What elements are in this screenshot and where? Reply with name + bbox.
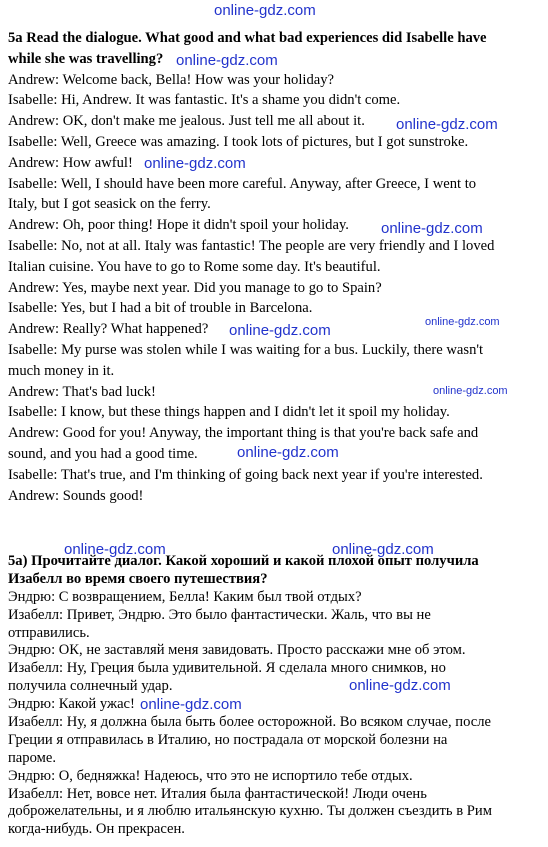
- dialogue-line: Эндрю: ОК, не заставляй меня завидовать. Просто расскажи мне об этом.: [8, 642, 466, 659]
- dialogue-line: Изабелл: Ну, Греция была удивительной. Я сделала много снимков, но: [8, 660, 446, 677]
- dialogue-line: Andrew: How awful!: [8, 154, 133, 171]
- dialogue-line: much money in it.: [8, 362, 115, 379]
- dialogue-line: Andrew: OK, don't make me jealous. Just tell me all about it.: [8, 113, 365, 130]
- dialogue-line: Изабелл: Ну, я должна была быть более осторожной. Во всяком случае, после: [8, 714, 492, 731]
- watermark: online-gdz.com: [381, 220, 483, 237]
- exercise-heading: 5а) Прочитайте диалог. Какой хороший и какой плохой опыт получила: [8, 553, 479, 569]
- dialogue-line: когда-нибудь. Он прекрасен.: [8, 821, 185, 838]
- dialogue-line: отправились.: [8, 624, 90, 641]
- dialogue-line: Изабелл: Нет, вовсе нет. Италия была фантастической! Люди очень: [8, 785, 427, 802]
- dialogue-line: Isabelle: I know, but these things happen and I didn't let it spoil my holiday.: [8, 404, 450, 421]
- dialogue-line: Andrew: That's bad luck!: [8, 383, 156, 400]
- dialogue-line: Эндрю: Какой ужас!: [8, 696, 135, 713]
- english-dialogue: [8, 28, 536, 506]
- dialogue-line: Греции я отправилась в Италию, но пострадала от морской болезни на: [8, 731, 448, 748]
- dialogue-line: Andrew: Yes, maybe next year. Did you manage to go to Spain?: [8, 279, 382, 296]
- dialogue-line: доброжелательны, и я люблю итальянскую кухню. Ты должен съездить в Рим: [8, 803, 492, 820]
- dialogue-line: Andrew: Welcome back, Bella! How was your holiday?: [8, 71, 335, 88]
- dialogue-line: sound, and you had a good time.: [8, 445, 198, 462]
- dialogue-line: Isabelle: My purse was stolen while I was waiting for a bus. Luckily, there wasn't: [8, 341, 484, 358]
- exercise-heading: 5a Read the dialogue. What good and what bad experiences did Isabelle have: [8, 30, 487, 46]
- dialogue-line: Isabelle: Yes, but I had a bit of trouble in Barcelona.: [8, 300, 313, 317]
- dialogue-line: пароме.: [8, 749, 56, 766]
- dialogue-line: Andrew: Good for you! Anyway, the important thing is that you're back safe and: [8, 425, 479, 442]
- dialogue-line: Isabelle: Hi, Andrew. It was fantastic. It's a shame you didn't come.: [8, 92, 401, 109]
- watermark: online-gdz.com: [144, 155, 246, 172]
- dialogue-line: Isabelle: No, not at all. Italy was fantastic! The people are very friendly and I loved: [8, 237, 495, 254]
- watermark: online-gdz.com: [433, 385, 508, 397]
- dialogue-line: Isabelle: That's true, and I'm thinking of going back next year if you're interested.: [8, 466, 483, 483]
- watermark: online-gdz.com: [332, 541, 434, 558]
- watermark: online-gdz.com: [349, 677, 451, 694]
- exercise-heading: while she was travelling?: [8, 50, 164, 67]
- dialogue-line: Italy, but I got seasick on the ferry.: [8, 196, 211, 213]
- dialogue-line: Andrew: Oh, poor thing! Hope it didn't spoil your holiday.: [8, 217, 349, 234]
- dialogue-line: Эндрю: О, бедняжка! Надеюсь, что это не испортило тебе отдых.: [8, 767, 413, 784]
- dialogue-line: Andrew: Sounds good!: [8, 487, 144, 504]
- watermark: online-gdz.com: [64, 541, 166, 558]
- dialogue-line: Изабелл: Привет, Эндрю. Это было фантастически. Жаль, что вы не: [8, 606, 431, 623]
- exercise-heading: Изабелл во время своего путешествия?: [8, 570, 268, 587]
- dialogue-line: получила солнечный удар.: [8, 678, 173, 695]
- dialogue-line: Isabelle: Well, I should have been more careful. Anyway, after Greece, I went to: [8, 175, 477, 192]
- dialogue-line: Эндрю: С возвращением, Белла! Каким был твой отдых?: [8, 588, 362, 605]
- watermark: online-gdz.com: [229, 322, 331, 339]
- watermark: online-gdz.com: [140, 696, 242, 713]
- russian-translation: [8, 553, 536, 839]
- dialogue-line: Isabelle: Well, Greece was amazing. I took lots of pictures, but I got sunstroke.: [8, 133, 469, 150]
- watermark: online-gdz.com: [176, 52, 278, 69]
- dialogue-line: Italian cuisine. You have to go to Rome some day. It's beautiful.: [8, 258, 381, 275]
- watermark: online-gdz.com: [396, 116, 498, 133]
- watermark: online-gdz.com: [425, 316, 500, 328]
- watermark: online-gdz.com: [237, 444, 339, 461]
- dialogue-line: Andrew: Really? What happened?: [8, 321, 209, 338]
- watermark: online-gdz.com: [214, 2, 316, 19]
